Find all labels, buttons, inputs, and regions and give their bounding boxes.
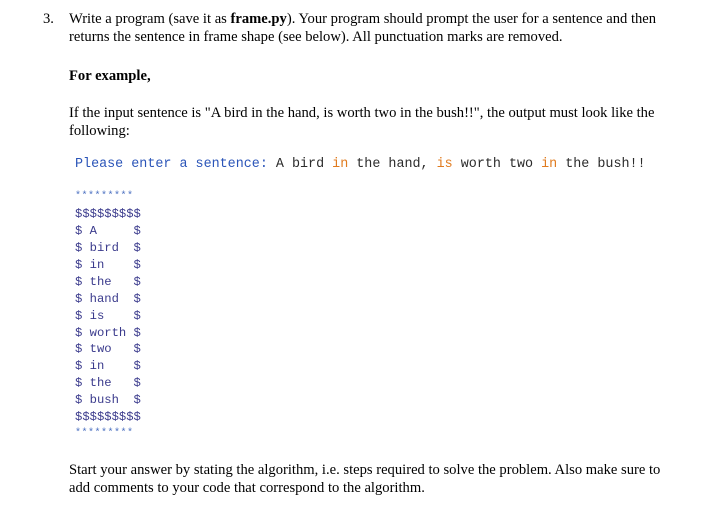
console-input xyxy=(268,157,646,172)
question-intro xyxy=(69,10,679,46)
question-number: 3. xyxy=(43,11,54,27)
example-heading: For example, xyxy=(69,68,151,84)
filename: frame.py xyxy=(230,11,287,27)
console-input-token: in xyxy=(541,157,558,172)
example-description: If the input sentence is "A bird in the hand, is worth two in the bush!!", the output must look like the following: xyxy=(69,105,655,139)
frame-line: $ the $ xyxy=(75,376,141,391)
frame-line: $ the $ xyxy=(75,274,141,289)
console-prompt-line xyxy=(75,156,646,174)
frame-line: $ in $ xyxy=(75,359,141,374)
console-input-token: the bush!! xyxy=(557,157,646,172)
closing-instructions: Start your answer by stating the algorithm, i.e. steps required to solve the problem. Also make sure to add comments to your code that correspond to the algorithm. xyxy=(69,462,661,496)
frame-line: $$$$$$$$$ xyxy=(75,206,141,221)
console-input-token: A bird xyxy=(267,157,333,172)
console-input-token: in xyxy=(332,157,349,172)
console-input-token: worth two xyxy=(452,157,542,172)
frame-line: $ is $ xyxy=(75,308,141,323)
console-frame-output xyxy=(75,189,141,443)
frame-line: $$$$$$$$$ xyxy=(75,410,141,425)
frame-line: ********* xyxy=(75,428,134,440)
intro-text-start: Write a program (save it as xyxy=(69,11,231,27)
intro-text-end: ). Your program should prompt the user for a sentence and then returns the sentence in frame shape (see below). All punctuation marks are removed. xyxy=(69,11,657,45)
frame-line: $ in $ xyxy=(75,257,141,272)
console-input-token: the hand, xyxy=(348,157,437,172)
console-input-token: is xyxy=(436,157,453,172)
frame-line: $ bush $ xyxy=(75,393,141,408)
frame-line: $ two $ xyxy=(75,342,141,357)
console-prompt-label: Please enter a sentence: xyxy=(75,157,268,172)
frame-line: $ bird $ xyxy=(75,240,141,255)
frame-line: $ A $ xyxy=(75,223,141,238)
frame-line: $ worth $ xyxy=(75,325,141,340)
frame-line: ********* xyxy=(75,191,134,202)
frame-line: $ hand $ xyxy=(75,291,141,306)
